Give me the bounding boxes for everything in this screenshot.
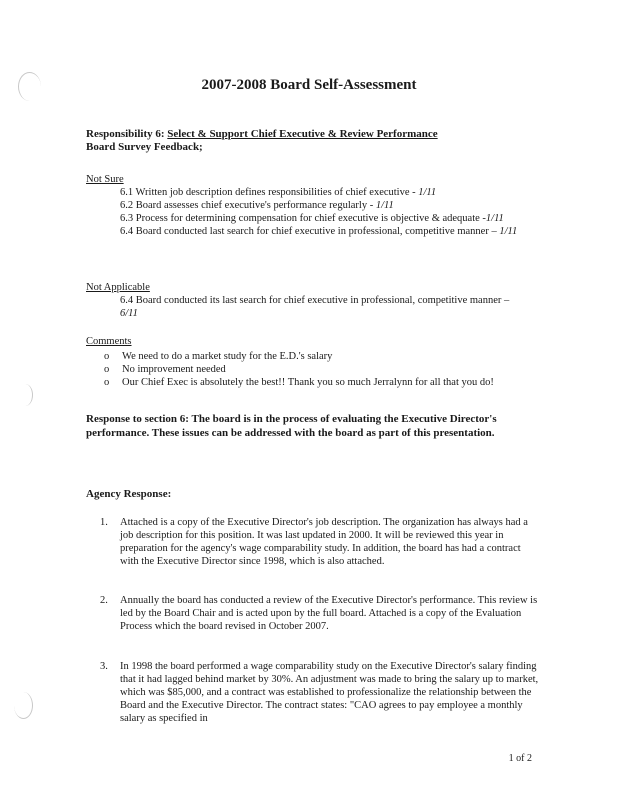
agency-response-heading: Agency Response: (86, 488, 172, 500)
responsibility-prefix: Responsibility 6: (86, 128, 168, 140)
not-sure-label: Not Sure (86, 174, 124, 185)
item-number: 3. (100, 661, 108, 672)
response-count: 1/11 (499, 226, 518, 237)
not-sure-item: 6.1 Written job description defines responsibilities of chief executive - 1/11 (120, 187, 437, 198)
page-number: 1 of 2 (508, 753, 532, 764)
not-applicable-list (120, 294, 520, 320)
item-number: 2. (100, 595, 108, 606)
bullet-icon: o (104, 377, 110, 388)
item-text: Attached is a copy of the Executive Director's job description. The organization has always had a job description for this position. It was last updated in 2000. It will be reviewed this year in preparation for the agency's wage comparability study. In addition, the board has had a contract with the Executive Director since 1998, which is also attached. (120, 517, 528, 567)
responsibility-heading (86, 128, 438, 154)
comment-item: o No improvement needed (104, 364, 226, 375)
comment-item: o We need to do a market study for the E.D.'s salary (104, 351, 333, 362)
bullet-icon: o (104, 351, 110, 362)
not-applicable-item: 6.4 Board conducted its last search for chief executive in professional, competitive manner – 6/11 (120, 295, 510, 319)
not-sure-item: 6.4 Board conducted last search for chief executive in professional, competitive manner – 1/11 (120, 226, 518, 237)
scan-artifact-mark (14, 692, 33, 719)
item-text: In 1998 the board performed a wage comparability study on the Executive Director's salary finding that it had lagged behind market by 30%. An adjustment was made to bring the salary up to market, which was $85,000, and a contract was established to professionalize the relationship between the Board and the Executive Director. The contract states: "CAO agrees to pay employee a monthly salary as specified in (120, 661, 539, 724)
comment-item: o Our Chief Exec is absolutely the best!! Thank you so much Jerralynn for all that you do! (104, 377, 494, 388)
scan-artifact-mark (18, 384, 33, 406)
response-count: 1/11 (418, 187, 437, 198)
responsibility-name: Select & Support Chief Executive & Review Performance (167, 128, 438, 140)
bullet-icon: o (104, 364, 110, 375)
item-text: Annually the board has conducted a review of the Executive Director's performance. This review is led by the Board Chair and is acted upon by the full board. Attached is a copy of the Evaluation Process which the board revised in October 2007. (120, 595, 538, 632)
response-count: 1/11 (485, 213, 504, 224)
comments-list (104, 350, 524, 389)
document-title: 2007-2008 Board Self-Assessment (201, 77, 417, 93)
survey-feedback-subheading: Board Survey Feedback; (86, 141, 203, 153)
response-count: 1/11 (375, 200, 394, 211)
section-6-response: Response to section 6: The board is in the process of evaluating the Executive Director's performance. These issues can be addressed with the board as part of this presentation. (86, 413, 497, 439)
not-sure-item: 6.3 Process for determining compensation for chief executive is objective & adequate -1/11 (120, 213, 504, 224)
not-sure-item: 6.2 Board assesses chief executive's performance regularly - 1/11 (120, 200, 394, 211)
not-applicable-label: Not Applicable (86, 282, 150, 293)
response-count: 6/11 (120, 308, 138, 319)
item-number: 1. (100, 517, 108, 528)
comments-label: Comments (86, 336, 132, 347)
not-sure-list (120, 186, 520, 238)
